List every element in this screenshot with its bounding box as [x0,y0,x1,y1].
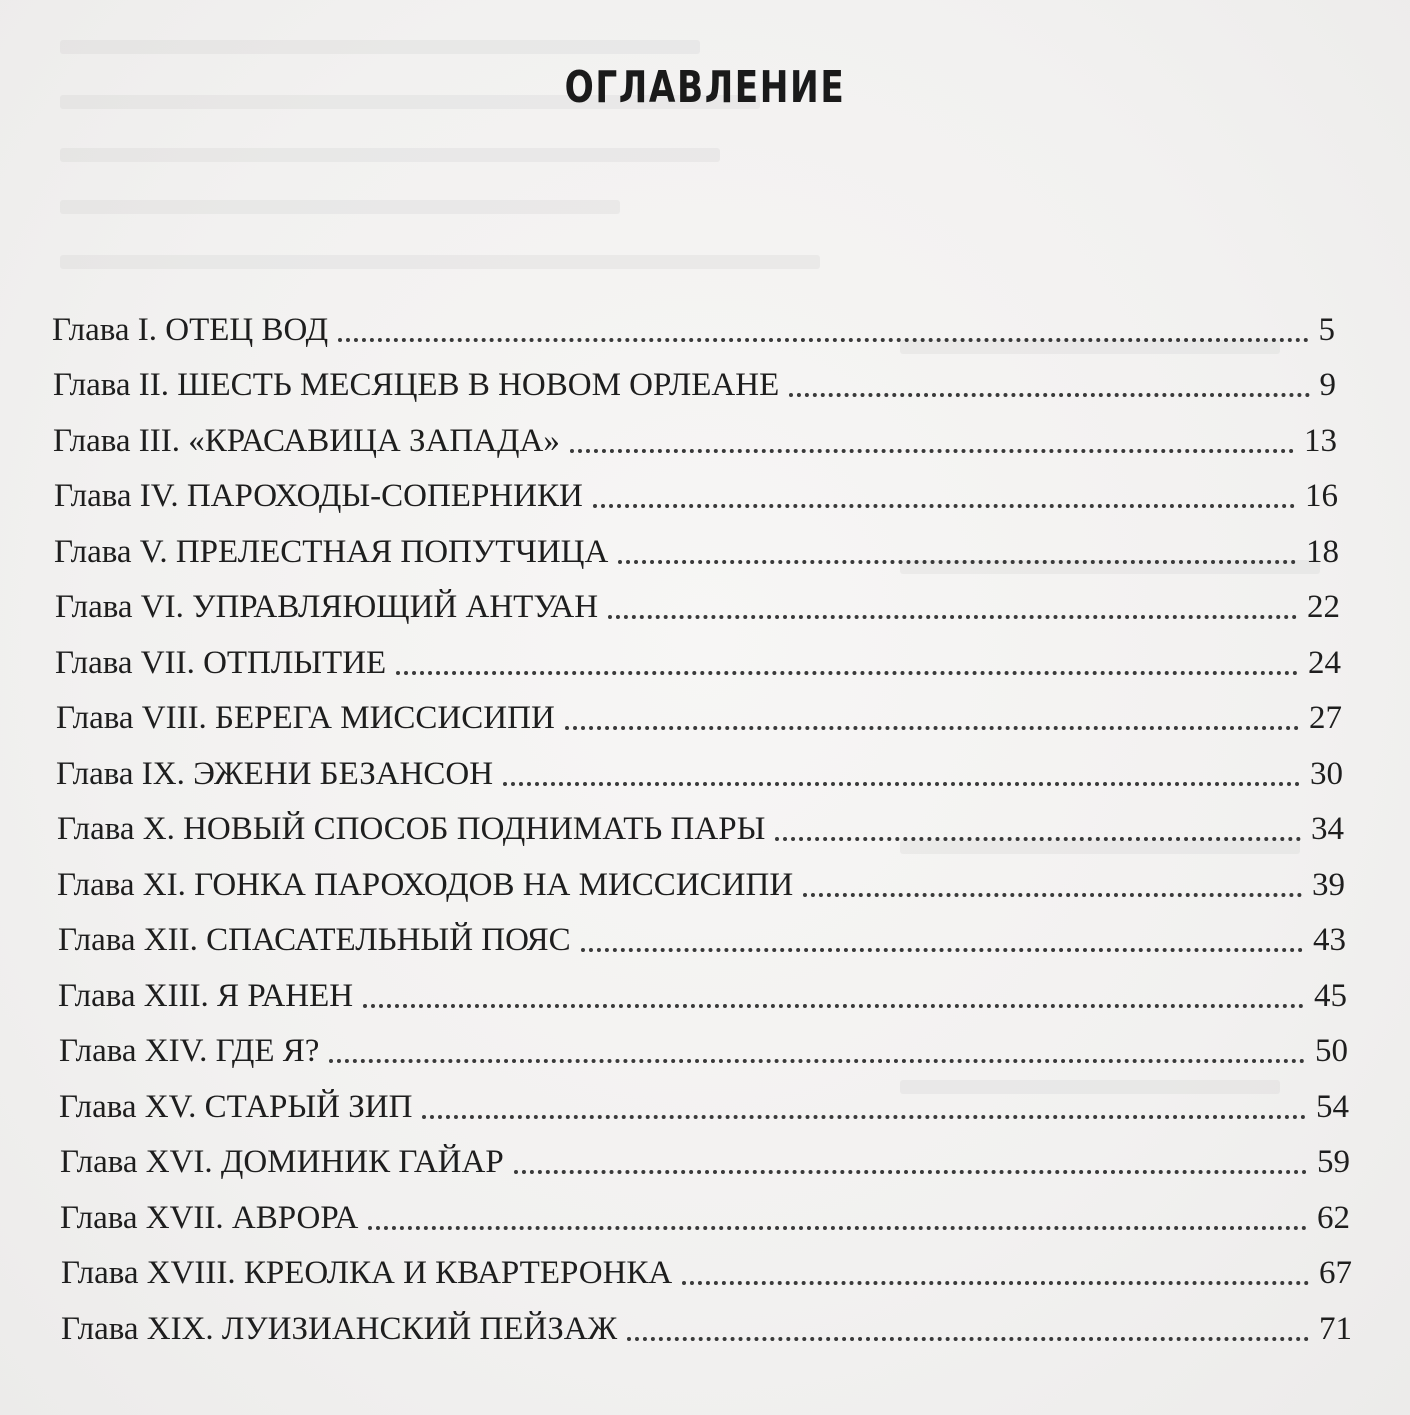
dot-leader [789,393,1309,397]
toc-entry[interactable] [53,355,1336,405]
dot-leader [608,615,1297,619]
chapter-title: Глава XI. ГОНКА ПАРОХОДОВ НА МИССИСИПИ [57,867,794,903]
page-number: 22 [1307,589,1340,625]
dot-leader [422,1115,1306,1119]
toc-entry[interactable] [53,411,1337,461]
dot-leader [396,671,1298,675]
page-number: 30 [1310,756,1343,792]
chapter-title: Глава III. «КРАСАВИЦА ЗАПАДА» [53,423,560,459]
page-number: 50 [1315,1033,1348,1069]
page-number: 62 [1317,1200,1350,1236]
page-number: 27 [1309,700,1342,736]
chapter-title: Глава XVII. АВРОРА [60,1200,359,1236]
page-number: 24 [1308,645,1341,681]
chapter-title: Глава V. ПРЕЛЕСТНАЯ ПОПУТЧИЦА [54,534,609,570]
chapter-title: Глава XVI. ДОМИНИК ГАЙАР [60,1144,504,1180]
chapter-title: Глава IX. ЭЖЕНИ БЕЗАНСОН [56,756,494,792]
dot-leader [593,504,1295,508]
page-number: 39 [1312,867,1345,903]
page-number: 67 [1319,1255,1352,1291]
dot-leader [581,948,1303,952]
dot-leader [682,1281,1309,1285]
chapter-title: Глава XVIII. КРЕОЛКА И КВАРТЕРОНКА [61,1255,673,1291]
dot-leader [503,782,1300,786]
dot-leader [363,1004,1304,1008]
page-title: ОГЛАВЛЕНИЕ [564,62,846,113]
page-number: 45 [1314,978,1347,1014]
dot-leader [570,449,1294,453]
toc-entry[interactable] [56,744,1343,794]
toc-entry[interactable] [60,1188,1350,1238]
toc-entry[interactable] [57,799,1344,849]
page-number: 54 [1316,1089,1349,1125]
toc-entry[interactable] [52,300,1335,350]
chapter-title: Глава VII. ОТПЛЫТИЕ [55,645,387,681]
toc-entry[interactable] [58,910,1346,960]
chapter-title: Глава I. ОТЕЦ ВОД [52,312,329,348]
page-number: 59 [1317,1144,1350,1180]
chapter-title: Глава IV. ПАРОХОДЫ-СОПЕРНИКИ [54,478,583,514]
dot-leader [627,1337,1309,1341]
chapter-title: Глава XIX. ЛУИЗИАНСКИЙ ПЕЙЗАЖ [61,1311,618,1347]
toc-entry[interactable] [57,855,1345,905]
page-number: 9 [1319,367,1336,403]
dot-leader [803,893,1302,897]
toc-entry[interactable] [56,688,1342,738]
page-number: 34 [1311,811,1344,847]
chapter-title: Глава X. НОВЫЙ СПОСОБ ПОДНИМАТЬ ПАРЫ [57,811,766,847]
chapter-title: Глава XV. СТАРЫЙ ЗИП [59,1089,413,1125]
toc-entry[interactable] [59,1021,1348,1071]
dot-leader [565,726,1299,730]
toc-entry[interactable] [54,466,1338,516]
toc-entry[interactable] [60,1132,1350,1182]
page-number: 71 [1319,1311,1352,1347]
table-of-contents [0,300,1410,1360]
chapter-title: Глава II. ШЕСТЬ МЕСЯЦЕВ В НОВОМ ОРЛЕАНЕ [53,367,780,403]
dot-leader [618,560,1296,564]
toc-entry[interactable] [55,633,1341,683]
dot-leader [775,837,1301,841]
chapter-title: Глава XIII. Я РАНЕН [58,978,354,1014]
dot-leader [514,1170,1307,1174]
chapter-title: Глава VI. УПРАВЛЯЮЩИЙ АНТУАН [55,589,599,625]
page-number: 13 [1304,423,1337,459]
page-number: 43 [1313,922,1346,958]
page-number: 16 [1305,478,1338,514]
chapter-title: Глава VIII. БЕРЕГА МИССИСИПИ [56,700,555,736]
dot-leader [329,1059,1305,1063]
toc-entry[interactable] [61,1299,1352,1349]
toc-entry[interactable] [54,522,1339,572]
page-number: 18 [1306,534,1339,570]
toc-entry[interactable] [55,577,1340,627]
dot-leader [368,1226,1307,1230]
chapter-title: Глава XII. СПАСАТЕЛЬНЫЙ ПОЯС [58,922,571,958]
toc-entry[interactable] [58,966,1347,1016]
toc-entry[interactable] [59,1077,1349,1127]
toc-entry[interactable] [61,1243,1352,1293]
chapter-title: Глава XIV. ГДЕ Я? [59,1033,320,1069]
page-number: 5 [1318,312,1335,348]
dot-leader [338,338,1308,342]
